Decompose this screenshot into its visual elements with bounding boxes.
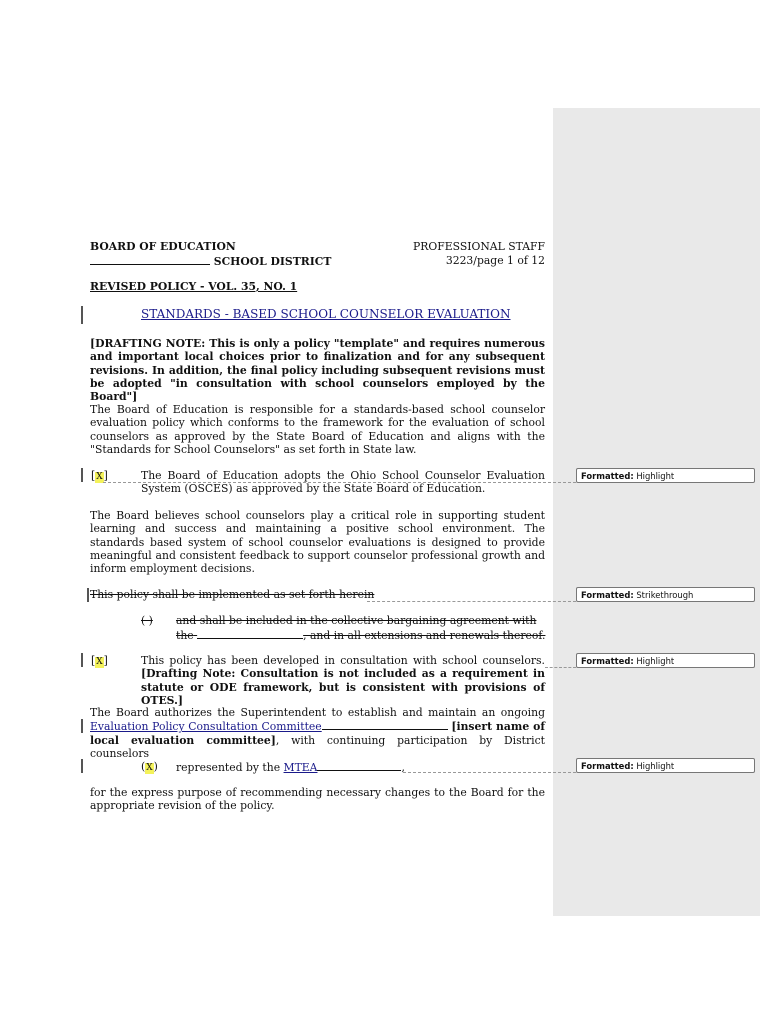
- district-line: [90, 254, 331, 268]
- struck-implementation: This policy shall be implemented as set forth herein: [90, 588, 375, 601]
- item-consultation: This policy has been developed in consultation with school counselors. [Drafting Note: Consultation is not included as a requirement in statute or ODE framework, but is consistent with provisions of OTES.]: [141, 654, 545, 707]
- represented-line: represented by the MTEA ,: [176, 761, 405, 774]
- union-name: MTEA: [283, 761, 318, 774]
- change-bar: [87, 588, 89, 602]
- highlighted-x: X: [146, 763, 153, 773]
- struck-paren: ( ): [141, 614, 153, 627]
- comment-leader-line: [103, 482, 576, 483]
- page-number: 3223/page 1 of 12: [445, 254, 545, 267]
- item-consultation-note: [Drafting Note: Consultation is not included as a requirement in statute or ODE framework, but is consistent with provisions of OTES.]: [141, 667, 545, 707]
- insert-committee-note: [insert name of local evaluation committee]: [90, 720, 546, 747]
- district-label: SCHOOL DISTRICT: [213, 255, 332, 268]
- paragraph-committee: The Board authorizes the Superintendent to establish and maintain an ongoing Evaluation Policy Consultation Committee [insert name of local evaluation committee], with continuing participation by District counselors: [90, 706, 546, 760]
- option-mark-2: [X]: [91, 654, 108, 667]
- paragraph-responsibility: The Board of Education is responsible for a standards-based school counselor evaluation policy which conforms to the framework for the evaluation of school counselors as approved by the State Board of Education and aligns with the "Standards for School Counselors" as set forth in State law.: [90, 403, 545, 456]
- comment-leader-line: [403, 772, 576, 773]
- struck-bargaining-1: and shall be included in the collective bargaining agreement with: [176, 614, 537, 627]
- comment-leader-line: [367, 601, 576, 602]
- comment-balloon-highlight[interactable]: Formatted: Highlight: [576, 758, 755, 773]
- staff-label: PROFESSIONAL STAFF: [413, 240, 545, 253]
- comment-leader-line: [545, 667, 576, 668]
- board-label: BOARD OF EDUCATION: [90, 240, 236, 253]
- comment-balloon-highlight[interactable]: Formatted: Highlight: [576, 653, 755, 668]
- change-bar: [81, 306, 83, 324]
- change-bar: [81, 719, 83, 733]
- highlighted-x: X: [96, 657, 103, 667]
- committee-name: Evaluation Policy Consultation Committee: [90, 720, 322, 734]
- change-bar: [81, 759, 83, 773]
- paragraph-beliefs: The Board believes school counselors play a critical role in supporting student learning and success and maintaining a positive school environment. The standards based system of school counselor evaluations is designed to provide meaningful and consistent feedback to support counselor professional growth and inform employment decisions.: [90, 509, 545, 576]
- comment-balloon-highlight[interactable]: Formatted: Highlight: [576, 468, 755, 483]
- option-mark-3: (X): [141, 760, 158, 773]
- drafting-note: [DRAFTING NOTE: This is only a policy "template" and requires numerous and important local choices prior to finalization and for any subsequent revisions. In addition, the final policy including subsequent revisions must be adopted "in consultation with school counselors employed by the Board"]: [90, 337, 545, 404]
- revised-policy: REVISED POLICY - VOL. 35, NO. 1: [90, 280, 298, 293]
- district-blank: [90, 254, 210, 265]
- paragraph-purpose: for the express purpose of recommending necessary changes to the Board for the appropriate revision of the policy.: [90, 786, 545, 813]
- highlighted-x: X: [96, 472, 103, 482]
- policy-title: STANDARDS - BASED SCHOOL COUNSELOR EVALUATION: [141, 307, 511, 321]
- change-bar: [81, 468, 83, 482]
- option-mark-1: [X]: [91, 469, 108, 482]
- comment-balloon-strikethrough[interactable]: Formatted: Strikethrough: [576, 587, 755, 602]
- comment-margin-pane: [553, 108, 760, 916]
- struck-bargaining-2: the , and in all extensions and renewals thereof.: [176, 629, 546, 642]
- item-osces: The Board of Education adopts the Ohio School Counselor Evaluation System (OSCES) as approved by the State Board of Education.: [141, 469, 545, 496]
- change-bar: [81, 653, 83, 667]
